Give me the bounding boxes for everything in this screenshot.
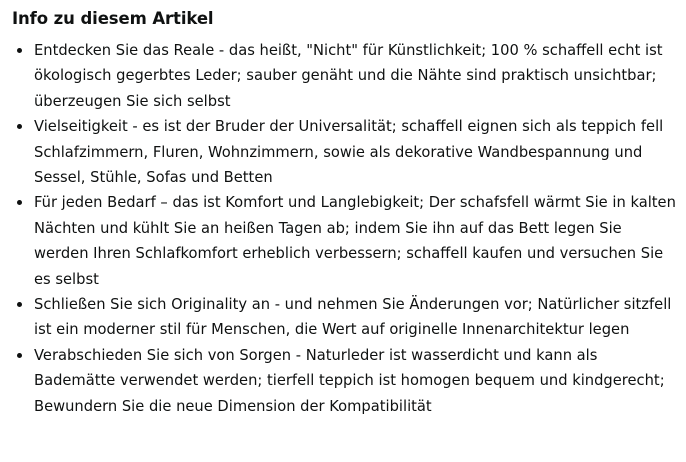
feature-bullet-text: Für jeden Bedarf – das ist Komfort und Langlebigkeit; Der schafsfell wärmt Sie in kalten Nächten und kühlt Sie an heißen Tagen ab; indem Sie ihn auf das Bett legen Sie werden Ihren Schlafkomfort erheblich verbessern; schaffell kaufen und versuchen Sie es selbst	[34, 194, 676, 288]
feature-bullet-text: Schließen Sie sich Originality an - und nehmen Sie Änderungen vor; Natürlicher sitzfell ist ein moderner stil für Menschen, die Wert auf originelle Innenarchitektur legen	[34, 296, 672, 339]
product-info-section	[12, 6, 680, 419]
bullet-dot-icon	[17, 48, 22, 53]
bullet-dot-icon	[17, 200, 22, 205]
feature-bullet-5	[12, 343, 680, 419]
feature-bullet-text: Vielseitigkeit - es ist der Bruder der Universalität; schaffell eignen sich als teppich fell Schlafzimmern, Fluren, Wohnzimmern, sowie als dekorative Wandbespannung und Sessel, Stühle, Sofas und Betten	[34, 118, 664, 187]
feature-bullet-list	[12, 38, 680, 419]
feature-bullet-3	[12, 190, 680, 292]
feature-bullet-4	[12, 292, 680, 343]
feature-bullet-text: Entdecken Sie das Reale - das heißt, "Nicht" für Künstlichkeit; 100 % schaffell echt ist ökologisch gegerbtes Leder; sauber genäht und die Nähte sind praktisch unsichtbar; überzeugen Sie sich selbst	[34, 42, 663, 110]
feature-bullet-text: Verabschieden Sie sich von Sorgen - Naturleder ist wasserdicht und kann als Bademätte verwendet werden; tierfell teppich ist homogen bequem und kindgerecht; Bewundern Sie die neue Dimension der Kompatibilität	[34, 346, 665, 415]
feature-bullet-2	[12, 114, 680, 190]
feature-bullet-1	[12, 38, 680, 114]
bullet-dot-icon	[17, 302, 22, 307]
section-heading: Info zu diesem Artikel	[12, 9, 214, 28]
bullet-dot-icon	[17, 124, 22, 129]
bullet-dot-icon	[17, 353, 22, 358]
